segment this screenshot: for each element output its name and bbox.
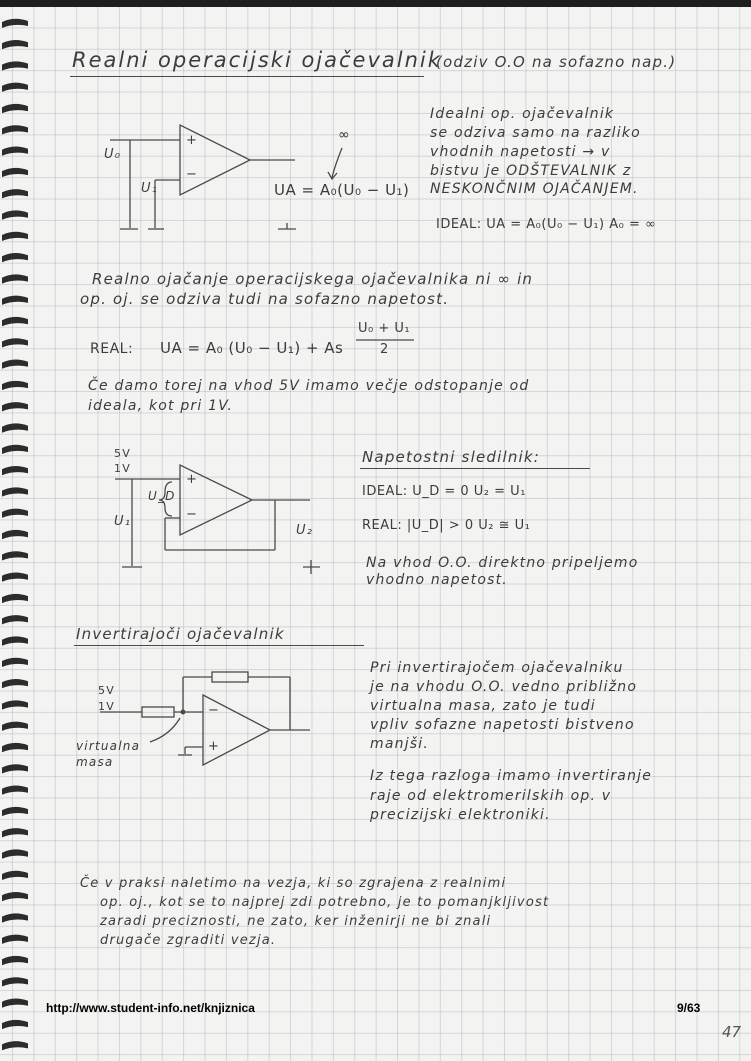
paragraph-line: Iz tega razloga imamo invertiranje <box>370 768 653 784</box>
description-line: vhodnih napetosti → v <box>430 144 611 160</box>
inverting-title: Invertirajoči ojačevalnik <box>76 625 285 643</box>
paragraph-line: je na vhodu O.O. vedno približno <box>370 679 638 695</box>
footer-url[interactable]: http://www.student-info.net/knjiznica <box>46 1001 255 1015</box>
label-5v: 5V <box>98 684 115 697</box>
label-5v: 5V <box>114 447 131 460</box>
paragraph-line: op. oj. se odziva tudi na sofazno napetost. <box>80 290 450 308</box>
footnote-line: drugače zgraditi vezja. <box>100 933 277 948</box>
label-u1: U₁ <box>114 514 132 529</box>
infinity-label: ∞ <box>338 127 351 143</box>
virtual-ground-label: virtualna <box>76 739 141 753</box>
paragraph-line: Realno ojačanje operacijskega ojačevalnika ni ∞ in <box>92 270 534 288</box>
label-u0: U₀ <box>104 147 122 162</box>
note-line: Če damo torej na vhod 5V imamo večje odstopanje od <box>88 378 530 394</box>
description-line: bistvu je ODŠTEVALNIK z <box>430 163 632 179</box>
paragraph-line: Pri invertirajočem ojačevalniku <box>370 660 624 676</box>
footnote-line: zaradi preciznosti, ne zato, ker inženirji ne bi znali <box>100 914 492 929</box>
main-subtitle: (odziv O.O na sofazno nap.) <box>436 53 677 71</box>
note-line: Na vhod O.O. direktno pripeljemo <box>366 555 639 571</box>
follower-ideal: IDEAL: U_D = 0 U₂ = U₁ <box>362 484 526 499</box>
paragraph-line: virtualna masa, zato je tudi <box>370 698 596 714</box>
minus-sign: − <box>186 507 199 522</box>
footnote-line: Če v praksi naletimo na vezja, ki so zgrajena z realnimi <box>80 876 507 891</box>
note-line: ideala, kot pri 1V. <box>88 398 234 414</box>
label-1v: 1V <box>98 700 115 713</box>
footer-page-number: 9/63 <box>677 1001 701 1015</box>
minus-sign: − <box>186 167 199 182</box>
fraction-denominator: 2 <box>380 342 389 357</box>
gain-formula: UA = A₀(U₀ − U₁) <box>274 181 410 199</box>
opamp-diagram-1 <box>110 125 342 229</box>
description-line: se odziva samo na razliko <box>430 125 641 141</box>
follower-real: REAL: |U_D| > 0 U₂ ≅ U₁ <box>362 518 531 533</box>
main-title: Realni operacijski ojačevalnik <box>72 48 442 72</box>
virtual-ground-label: masa <box>76 755 114 769</box>
description-line: NESKONČNIM OJAČANJEM. <box>430 181 639 197</box>
minus-sign: − <box>208 703 221 718</box>
paragraph-line: raje od elektromerilskih op. v <box>370 788 612 804</box>
label-u1: U₁ <box>141 181 159 196</box>
paragraph-line: vpliv sofazne napetosti bistveno <box>370 717 635 733</box>
real-label: REAL: <box>90 341 134 357</box>
plus-sign: + <box>186 472 199 487</box>
ideal-formula: IDEAL: UA = A₀(U₀ − U₁) A₀ = ∞ <box>436 217 657 232</box>
label-u2: U₂ <box>296 523 314 538</box>
sheet-number: 47 <box>722 1023 742 1041</box>
paragraph-line: precizijski elektroniki. <box>370 807 551 823</box>
footnote-line: op. oj., kot se to najprej zdi potrebno, je to pomanjkljivost <box>100 895 550 910</box>
paragraph-line: manjši. <box>370 736 430 752</box>
label-ud: U_D <box>148 489 176 503</box>
plus-sign: + <box>208 739 221 754</box>
description-line: Idealni op. ojačevalnik <box>430 106 615 122</box>
real-formula: UA = A₀ (U₀ − U₁) + As <box>160 339 344 357</box>
opamp-diagram-follower <box>115 465 320 574</box>
note-line: vhodno napetost. <box>366 572 508 588</box>
label-1v: 1V <box>114 462 131 475</box>
plus-sign: + <box>186 133 199 148</box>
fraction-numerator: U₀ + U₁ <box>358 321 411 336</box>
follower-title: Napetostni sledilnik: <box>362 448 541 466</box>
